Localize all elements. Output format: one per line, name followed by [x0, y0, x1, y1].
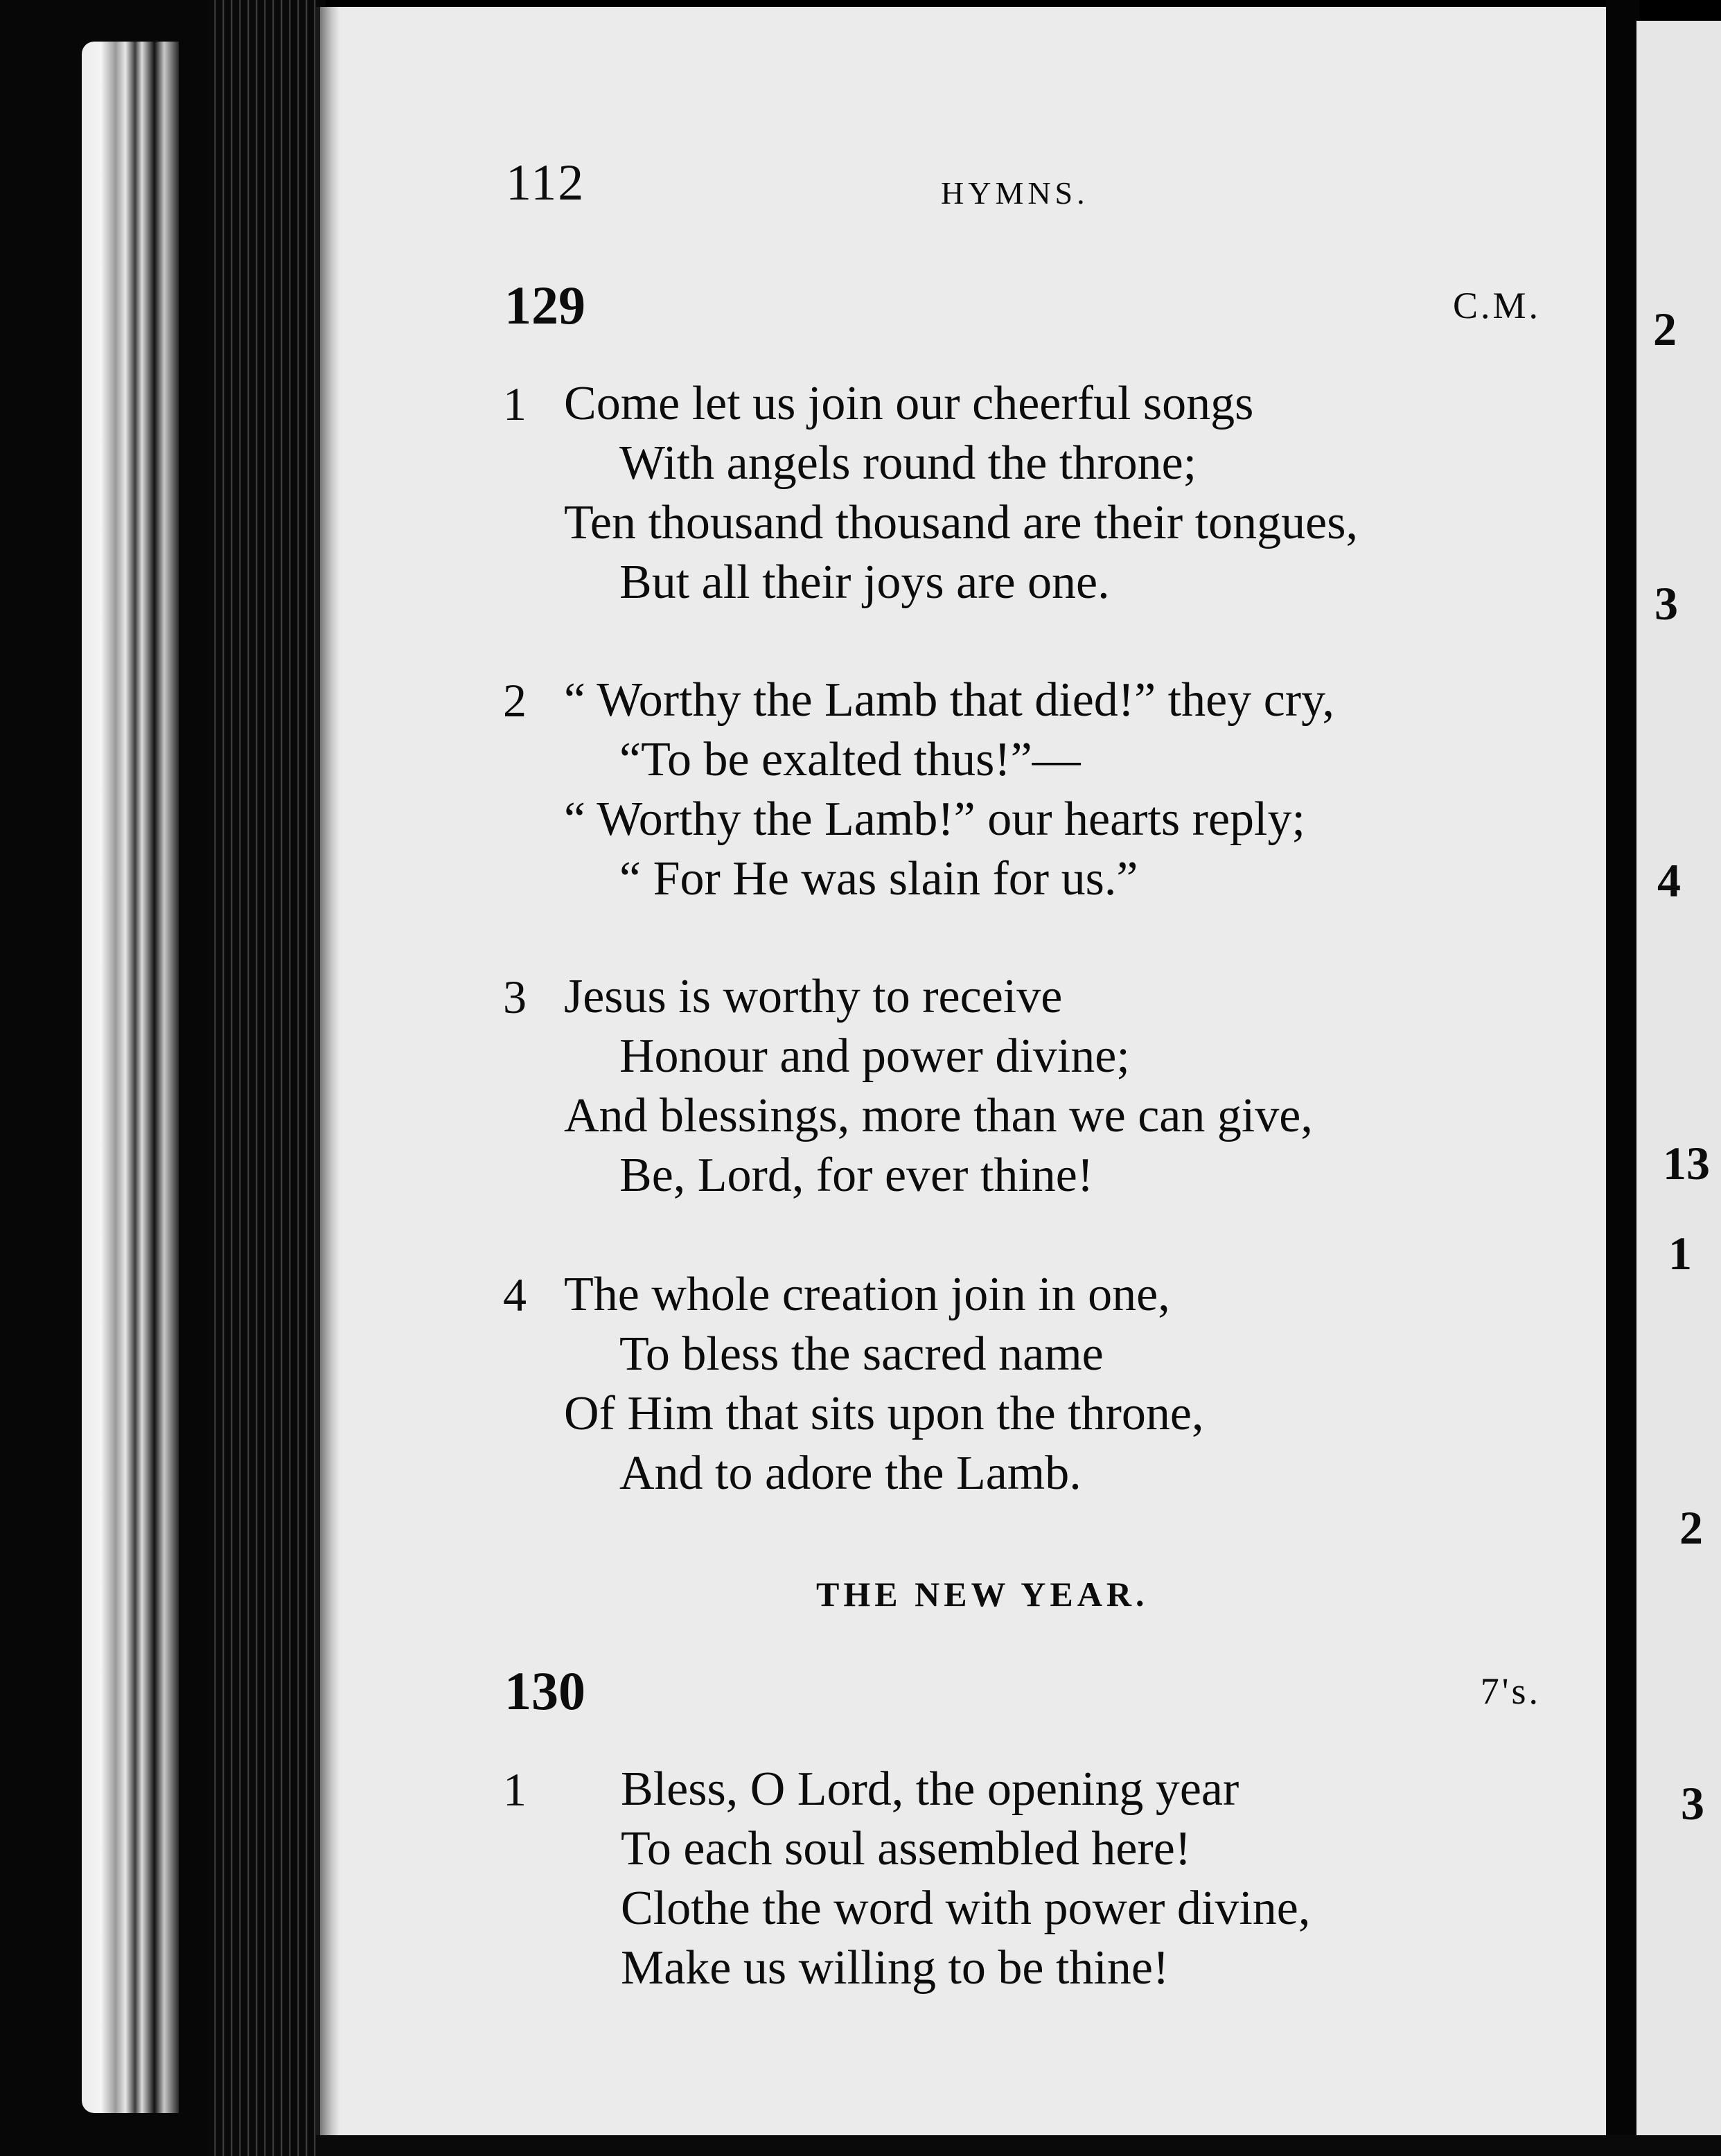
page-edge-stack	[82, 42, 179, 2113]
verse-line: “ Worthy the Lamb!” our hearts reply;	[564, 793, 1305, 846]
verse-line: To each soul assembled here!	[621, 1822, 1192, 1875]
section-title: THE NEW YEAR.	[816, 1575, 1149, 1614]
page-number: 112	[506, 154, 585, 211]
verse-line: Make us willing to be thine!	[621, 1941, 1170, 1995]
verse-line: “ Worthy the Lamb that died!” they cry,	[564, 673, 1335, 727]
verse-number: 3	[503, 971, 527, 1023]
hymn-heading	[504, 1660, 1541, 1722]
verse-line: “To be exalted thus!”—	[619, 733, 1081, 786]
next-page-edge	[1636, 21, 1721, 2141]
verse-line: Of Him that sits upon the throne,	[564, 1387, 1204, 1440]
verse-lines	[564, 1265, 1548, 1503]
verse-line: Ten thousand thousand are their tongues,	[564, 496, 1358, 549]
next-page-fragment: 13	[1663, 1137, 1710, 1190]
next-page-fragment: 4	[1657, 854, 1681, 907]
next-page-fragment: 2	[1653, 303, 1677, 355]
running-title: HYMNS.	[941, 175, 1089, 211]
verse-line: The whole creation join in one,	[564, 1268, 1170, 1321]
verse-line: And blessings, more than we can give,	[564, 1089, 1313, 1142]
hymn-number: 129	[504, 275, 585, 335]
hymn-heading	[504, 274, 1541, 337]
bottom-shadow	[316, 2135, 1721, 2156]
next-page-fragment: 3	[1654, 577, 1678, 630]
verse-line: “ For He was slain for us.”	[619, 852, 1138, 905]
page-edge-lines	[208, 0, 319, 2156]
verse-number: 1	[503, 1763, 527, 1816]
binding-gap	[1606, 0, 1639, 2156]
next-page-fragment: 1	[1668, 1227, 1692, 1280]
verse-lines	[564, 374, 1548, 612]
verse-line: Clothe the word with power divine,	[621, 1882, 1311, 1935]
verse-line: To bless the sacred name	[619, 1327, 1104, 1381]
verse-lines	[621, 1760, 1605, 1998]
hymn-meter: C.M.	[1452, 285, 1541, 326]
verse-line: With angels round the throne;	[619, 436, 1197, 490]
verse-line: But all their joys are one.	[619, 556, 1110, 609]
hymn-meter: 7's.	[1480, 1670, 1541, 1712]
verse-number: 2	[503, 674, 527, 727]
next-page-fragment: 2	[1679, 1501, 1703, 1554]
verse-line: Honour and power divine;	[619, 1030, 1130, 1083]
verse-number: 1	[503, 378, 527, 430]
verse-line: And to adore the Lamb.	[619, 1447, 1082, 1500]
next-page-fragment: 3	[1681, 1777, 1704, 1830]
verse-line: Jesus is worthy to receive	[564, 970, 1063, 1023]
verse-line: Bless, O Lord, the opening year	[621, 1762, 1239, 1816]
verse-line: Come let us join our cheerful songs	[564, 377, 1254, 430]
page-gutter-shadow	[320, 7, 339, 2141]
verse-line: Be, Lord, for ever thine!	[619, 1149, 1094, 1202]
verse-lines	[564, 967, 1548, 1205]
verse-lines	[564, 671, 1548, 909]
hymn-number: 130	[504, 1661, 585, 1721]
verse-number: 4	[503, 1269, 527, 1321]
